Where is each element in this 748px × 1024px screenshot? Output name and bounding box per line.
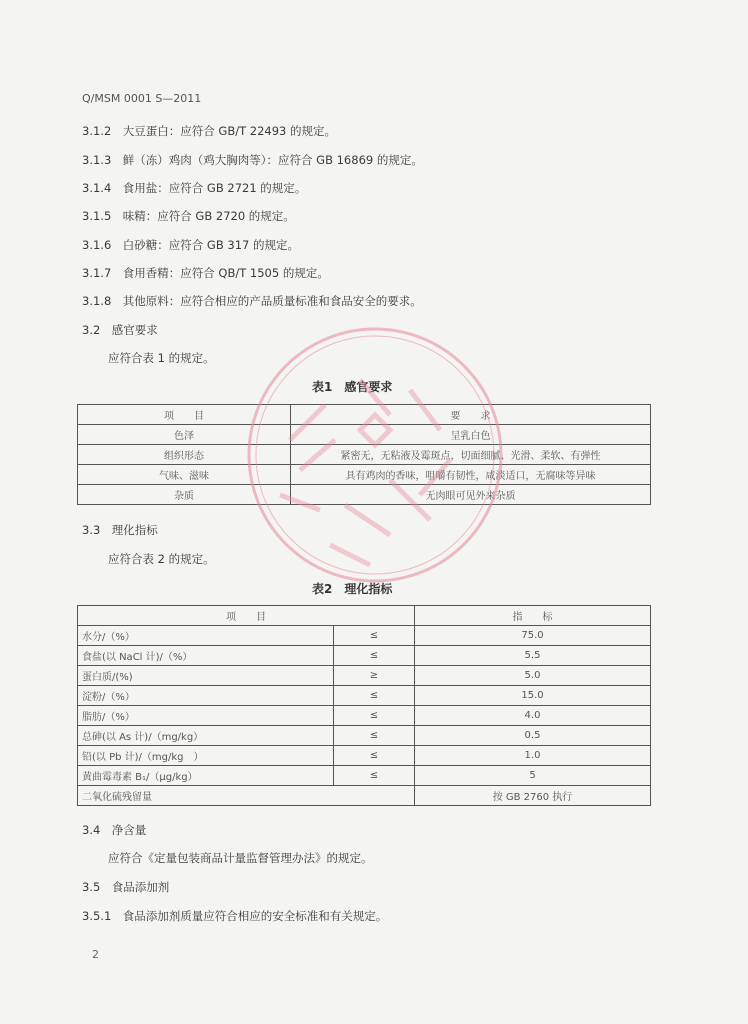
page-number: 2 bbox=[92, 948, 99, 961]
section-3-2-body: 应符合表 1 的规定。 bbox=[108, 351, 215, 365]
clause-3-5-1: 3.5.1 食品添加剂质量应符合相应的安全标准和有关规定。 bbox=[82, 909, 388, 923]
table-header-cell: 指 标 bbox=[415, 606, 651, 626]
table-header-cell: 项 目 bbox=[78, 606, 415, 626]
table-cell: ≤ bbox=[334, 726, 415, 746]
table-cell: ≤ bbox=[334, 646, 415, 666]
table-header-row bbox=[78, 405, 651, 425]
table-row bbox=[78, 786, 651, 806]
table-row bbox=[78, 666, 651, 686]
clause-3-1-2: 3.1.2 大豆蛋白：应符合 GB/T 22493 的规定。 bbox=[82, 124, 337, 138]
table-cell: 1.0 bbox=[415, 746, 651, 766]
table-cell: 色泽 bbox=[78, 425, 291, 445]
table-cell: 蛋白质/(%) bbox=[78, 666, 334, 686]
clause-3-1-3: 3.1.3 鲜（冻）鸡肉（鸡大胸肉等）：应符合 GB 16869 的规定。 bbox=[82, 153, 423, 167]
table-cell: ≤ bbox=[334, 626, 415, 646]
table-header-cell: 要 求 bbox=[291, 405, 651, 425]
table-cell: 食盐(以 NaCl 计)/（%） bbox=[78, 646, 334, 666]
table-header-cell: 项 目 bbox=[78, 405, 291, 425]
table-header-row bbox=[78, 606, 651, 626]
sensory-table bbox=[77, 404, 651, 505]
section-3-4-heading: 3.4 净含量 bbox=[82, 823, 147, 837]
table-row bbox=[78, 706, 651, 726]
table-cell: ≥ bbox=[334, 666, 415, 686]
table2-caption: 表2 理化指标 bbox=[312, 582, 393, 596]
table-cell: 0.5 bbox=[415, 726, 651, 746]
table-cell: ≤ bbox=[334, 746, 415, 766]
clause-3-1-8: 3.1.8 其他原料：应符合相应的产品质量标准和食品安全的要求。 bbox=[82, 294, 422, 308]
section-3-4-body: 应符合《定量包装商品计量监督管理办法》的规定。 bbox=[108, 851, 373, 865]
table1-caption: 表1 感官要求 bbox=[312, 380, 393, 394]
table-cell: 15.0 bbox=[415, 686, 651, 706]
table-row bbox=[78, 646, 651, 666]
table-cell: 75.0 bbox=[415, 626, 651, 646]
table-cell: 5.5 bbox=[415, 646, 651, 666]
table-cell: 紧密无，无粘液及霉斑点，切面细腻、光滑、柔软、有弹性 bbox=[291, 445, 651, 465]
table-cell: 组织形态 bbox=[78, 445, 291, 465]
table-cell: ≤ bbox=[334, 706, 415, 726]
table-cell: 4.0 bbox=[415, 706, 651, 726]
section-3-3-body: 应符合表 2 的规定。 bbox=[108, 552, 215, 566]
table-cell: 无肉眼可见外来杂质 bbox=[291, 485, 651, 505]
table-cell: 具有鸡肉的香味，咀嚼有韧性，咸淡适口，无腐味等异味 bbox=[291, 465, 651, 485]
table-row bbox=[78, 425, 651, 445]
physicochemical-table bbox=[77, 605, 651, 806]
table-row bbox=[78, 726, 651, 746]
table-cell: 脂肪/（%） bbox=[78, 706, 334, 726]
table-row bbox=[78, 626, 651, 646]
table-cell: 总砷(以 As 计)/（mg/kg） bbox=[78, 726, 334, 746]
section-3-5-heading: 3.5 食品添加剂 bbox=[82, 880, 170, 894]
clause-3-1-4: 3.1.4 食用盐：应符合 GB 2721 的规定。 bbox=[82, 181, 307, 195]
section-3-3-heading: 3.3 理化指标 bbox=[82, 523, 158, 537]
table-row bbox=[78, 746, 651, 766]
table-cell: ≤ bbox=[334, 766, 415, 786]
standard-code: Q/MSM 0001 S—2011 bbox=[82, 92, 202, 105]
clause-3-1-6: 3.1.6 白砂糖：应符合 GB 317 的规定。 bbox=[82, 238, 299, 252]
table-cell: 黄曲霉毒素 B₁/（μg/kg） bbox=[78, 766, 334, 786]
table-cell: 5 bbox=[415, 766, 651, 786]
section-3-2-heading: 3.2 感官要求 bbox=[82, 323, 158, 337]
table-row bbox=[78, 465, 651, 485]
clause-3-1-7: 3.1.7 食用香精：应符合 QB/T 1505 的规定。 bbox=[82, 266, 329, 280]
table-cell: 气味、滋味 bbox=[78, 465, 291, 485]
table-row bbox=[78, 485, 651, 505]
table-cell: 杂质 bbox=[78, 485, 291, 505]
table-cell: 铅(以 Pb 计)/（mg/kg ） bbox=[78, 746, 334, 766]
table-cell: 二氧化硫残留量 bbox=[78, 786, 415, 806]
table-row bbox=[78, 686, 651, 706]
table-cell: 水分/（%） bbox=[78, 626, 334, 646]
table-cell: 淀粉/（%） bbox=[78, 686, 334, 706]
table-cell: 5.0 bbox=[415, 666, 651, 686]
clause-3-1-5: 3.1.5 味精：应符合 GB 2720 的规定。 bbox=[82, 209, 295, 223]
table-row bbox=[78, 766, 651, 786]
table-cell: ≤ bbox=[334, 686, 415, 706]
table-cell: 呈乳白色 bbox=[291, 425, 651, 445]
table-row bbox=[78, 445, 651, 465]
table-cell: 按 GB 2760 执行 bbox=[415, 786, 651, 806]
